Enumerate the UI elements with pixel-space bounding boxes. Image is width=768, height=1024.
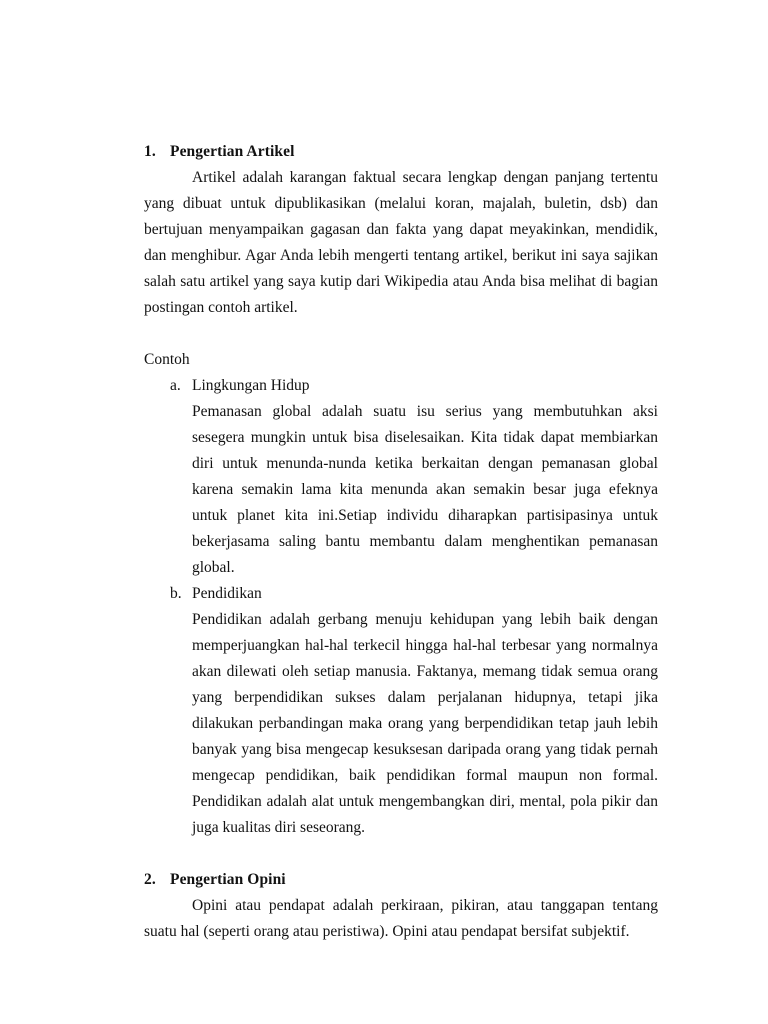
spacer — [144, 321, 658, 347]
section-title: Pengertian Opini — [170, 871, 286, 888]
spacer — [144, 841, 658, 867]
example-a-paragraph: Pemanasan global adalah suatu isu serius yang membutuhkan aksi sesegera mungkin untuk bisa diselesaikan. Kita tidak dapat membiarkan diri untuk menunda-nunda ketika berkaitan dengan pemanasan global karena semakin lama kita menunda akan semakin besar juga efeknya untuk planet kita ini.Setiap individu diharapkan partisipasinya untuk bekerjasama saling bantu membantu dalam menghentikan pemanasan global. — [192, 403, 658, 576]
example-b-heading — [144, 581, 658, 607]
list-item — [144, 581, 658, 841]
section-number: 1. — [144, 143, 156, 160]
section-heading-1 — [144, 139, 658, 165]
examples-list — [144, 373, 658, 841]
example-marker: b. — [170, 585, 182, 602]
examples-label: Contoh — [144, 351, 190, 368]
section-title: Pengertian Artikel — [170, 143, 295, 160]
section-2-paragraph: Opini atau pendapat adalah perkiraan, pikiran, atau tanggapan tentang suatu hal (seperti orang atau peristiwa). Opini atau pendapat bersifat subjektif. — [144, 897, 658, 940]
document-content — [144, 139, 658, 945]
example-title: Pendidikan — [192, 585, 262, 602]
example-title: Lingkungan Hidup — [192, 377, 310, 394]
example-a-heading — [144, 373, 658, 399]
section-number: 2. — [144, 871, 156, 888]
example-b-paragraph: Pendidikan adalah gerbang menuju kehidupan yang lebih baik dengan memperjuangkan hal-hal terkecil hingga hal-hal terbesar yang normalnya akan dilewati oleh setiap manusia. Faktanya, memang tidak semua orang yang berpendidikan sukses dalam perjalanan hidupnya, tetapi jika dilakukan perbandingan maka orang yang berpendidikan tetap jauh lebih banyak yang bisa mengecap kesuksesan daripada orang yang tidak pernah mengecap pendidikan, baik pendidikan formal maupun non formal. Pendidikan adalah alat untuk mengembangkan diri, mental, pola pikir dan juga kualitas diri seseorang. — [192, 611, 658, 836]
section-1-paragraph: Artikel adalah karangan faktual secara lengkap dengan panjang tertentu yang dibuat untuk dipublikasikan (melalui koran, majalah, buletin, dsb) dan bertujuan menyampaikan gagasan dan fakta yang dapat meyakinkan, mendidik, dan menghibur. Agar Anda lebih mengerti tentang artikel, berikut ini saya sajikan salah satu artikel yang saya kutip dari Wikipedia atau Anda bisa melihat di bagian postingan contoh artikel. — [144, 169, 658, 316]
list-item — [144, 373, 658, 581]
example-marker: a. — [170, 377, 181, 394]
section-heading-2 — [144, 867, 658, 893]
